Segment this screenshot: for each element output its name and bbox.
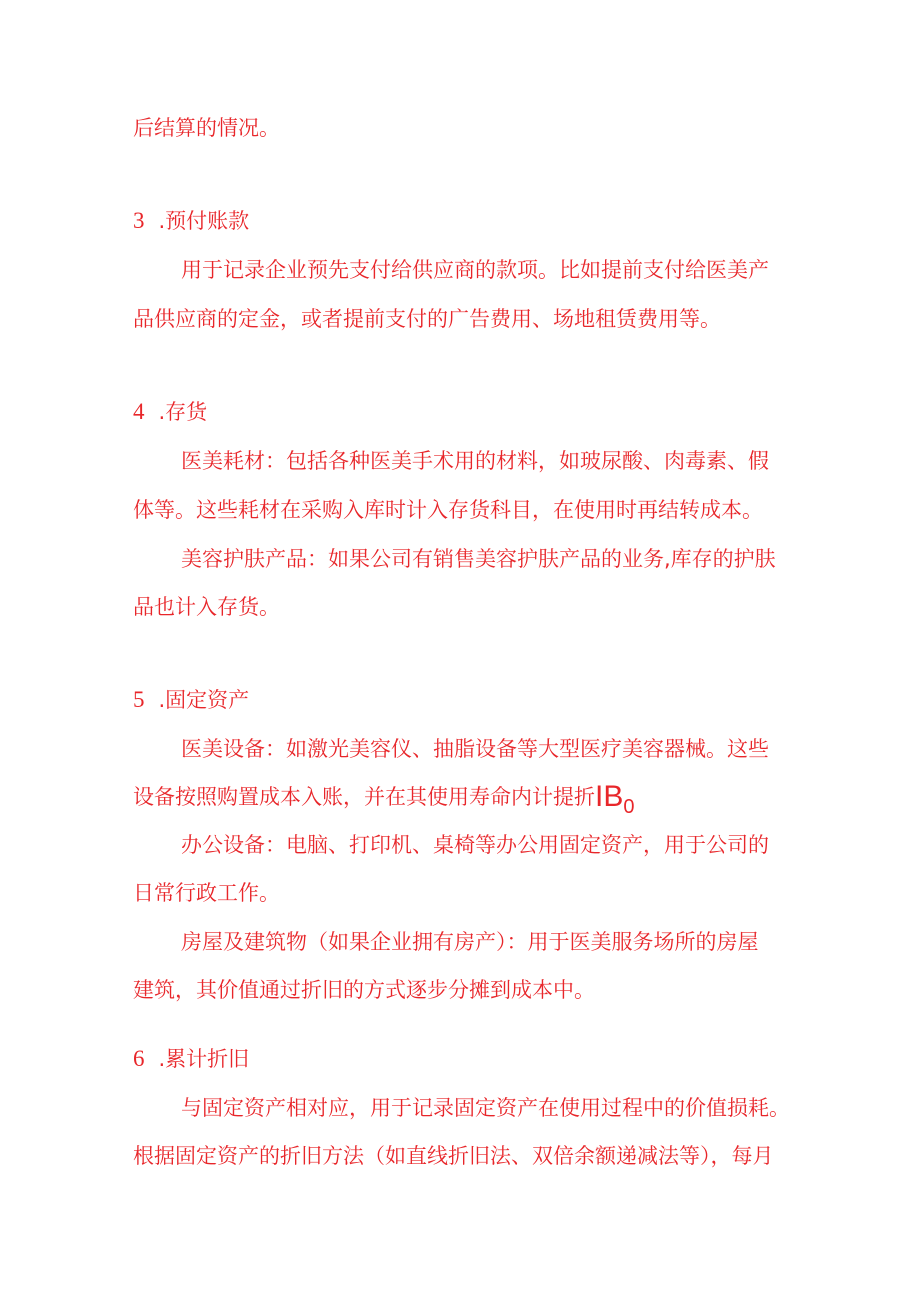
paragraph-line: 后结算的情况。 (133, 116, 280, 140)
ocr-artifact-text: IB (595, 780, 624, 813)
section-number: 4 (133, 399, 145, 424)
paragraph-line: 与固定资产相对应，用于记录固定资产在使用过程中的价值损耗。 (181, 1096, 790, 1120)
paragraph-line: 品供应商的定金，或者提前支付的广告费用、场地租赁费用等。 (133, 307, 721, 331)
paragraph-text: 设备按照购置成本入账，并在其使用寿命内计提折 (133, 785, 595, 809)
paragraph-line: 用于记录企业预先支付给供应商的款项。比如提前支付给医美产 (181, 258, 769, 282)
paragraph-line (133, 780, 635, 821)
section-heading-5 (133, 686, 249, 714)
paragraph-line: 品也计入存货。 (133, 595, 280, 619)
section-heading-3 (133, 207, 249, 235)
paragraph-line: 日常行政工作。 (133, 881, 280, 905)
section-title: .固定资产 (158, 688, 250, 712)
paragraph-line: 房屋及建筑物（如果企业拥有房产）：用于医美服务场所的房屋 (181, 930, 759, 954)
section-number: 3 (133, 208, 145, 233)
section-title: .预付账款 (158, 209, 250, 233)
section-title: .累计折旧 (158, 1047, 250, 1071)
section-heading-6 (133, 1045, 249, 1073)
paragraph-line: 办公设备：电脑、打印机、桌椅等办公用固定资产，用于公司的 (181, 833, 769, 857)
paragraph-line: 体等。这些耗材在采购入库时计入存货科目，在使用时再结转成本。 (133, 498, 763, 522)
paragraph-line: 建筑，其价值通过折旧的方式逐步分摊到成本中。 (133, 978, 595, 1002)
paragraph-line: 美容护肤产品：如果公司有销售美容护肤产品的业务,库存的护肤 (181, 547, 776, 571)
section-number: 5 (133, 687, 145, 712)
paragraph-line: 医美设备：如激光美容仪、抽脂设备等大型医疗美容器械。这些 (181, 737, 769, 761)
section-heading-4 (133, 398, 207, 426)
paragraph-line: 医美耗材：包括各种医美手术用的材料，如玻尿酸、肉毒素、假 (181, 449, 769, 473)
ocr-artifact-subscript: 0 (623, 796, 635, 818)
paragraph-line: 根据固定资产的折旧方法（如直线折旧法、双倍余额递减法等），每月 (133, 1144, 774, 1168)
section-number: 6 (133, 1046, 145, 1071)
section-title: .存货 (158, 400, 208, 424)
